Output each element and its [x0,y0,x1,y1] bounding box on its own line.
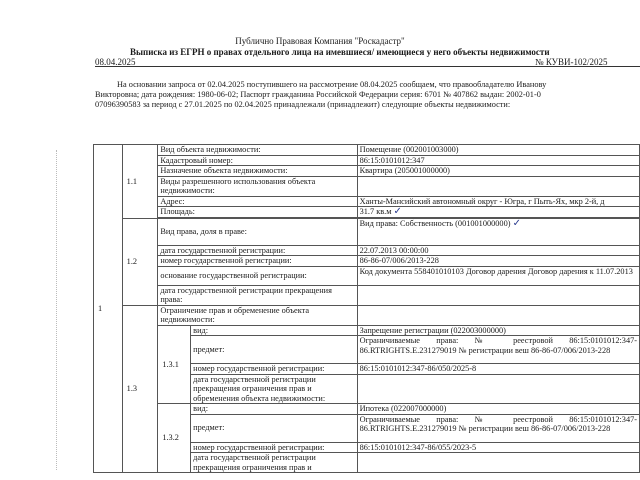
checkmark-icon: ✓ [512,218,521,229]
purpose-label: Назначение объекта недвижимости: [158,166,357,177]
area-text: 31.7 кв.м [359,207,392,216]
right-type-label: Вид права, доля в праве: [158,218,357,245]
registration-basis-label: основание государственной регистрации: [158,266,357,285]
section-1-3-number: 1.3 [122,305,158,473]
document-date: 08.04.2025 [95,57,136,67]
registration-date-label: дата государственной регистрации: [158,245,357,256]
termination-date-value [357,285,639,305]
restriction-2-termination-value [357,453,639,473]
intro-paragraph [95,80,640,110]
restriction-1-termination-value [357,374,639,404]
restriction-1-kind-label: вид: [191,325,357,336]
restriction-2-regnum-label: номер государственной регистрации: [191,442,357,453]
registration-basis-value: Код документа 558401010103 Договор дарения Договор дарения к 11.07.2013 [357,266,639,285]
section-1-3-1-number: 1.3.1 [158,325,191,404]
permitted-use-value [357,176,639,196]
right-type-value [357,218,639,245]
registration-date-value: 22.07.2013 00:00:00 [357,245,639,256]
restriction-2-subject-label: предмет: [191,414,357,442]
area-value [357,207,639,218]
document-title: Выписка из ЕГРН о правах отдельного лица на имевшиеся/ имеющиеся у него объекты недвижимости [130,47,550,57]
property-table [93,144,640,473]
section-1-2-number: 1.2 [122,218,158,305]
area-label: Площадь: [158,207,357,218]
header-divider [95,66,640,67]
address-value: Ханты-Мансийский автономный округ - Югра, г Пыть-Ях, мкр 2-й, д [357,196,639,207]
restriction-1-kind-value: Запрещение регистрации (022003000000) [357,325,639,336]
section-1-3-2-number: 1.3.2 [158,404,191,473]
restriction-1-regnum-value: 86:15:0101012:347-86/050/2025-8 [357,364,639,375]
object-type-value: Помещение (002001003000) [357,145,639,156]
permitted-use-label: Виды разрешенного использования объекта недвижимости: [158,176,357,196]
section-1-1-number: 1.1 [122,145,158,219]
cadastral-number-value: 86:15:0101012:347 [357,155,639,166]
encumbrance-value [357,305,639,325]
restriction-2-regnum-value: 86:15:0101012:347-86/055/2023-5 [357,442,639,453]
restriction-2-termination-label: дата государственной регистрации прекращения ограничения прав и [191,453,357,473]
restriction-2-kind-label: вид: [191,404,357,415]
document-number: № КУВИ-102/2025 [535,57,608,67]
checkmark-icon: ✓ [393,206,402,217]
registration-number-value: 86-86-07/006/2013-228 [357,256,639,267]
intro-line-2: Викторовна; дата рождения: 1980-06-02; Паспорт гражданина Российской Федерации серия: 6701 № 407862 выдан: 2002-01-0 [95,90,541,99]
object-type-label: Вид объекта недвижимости: [158,145,357,156]
organization-name: Публично Правовая Компания "Роскадастр" [235,36,405,46]
termination-date-label: дата государственной регистрации прекращения права: [158,285,357,305]
cadastral-number-label: Кадастровый номер: [158,155,357,166]
restriction-1-subject-value: Ограничиваемые права: № реестровой 86:15:0101012:347-86.RTRIGHTS.E.231279019 № регистрации веш 86-86-07/006/2013-228 [357,336,639,364]
intro-line-3: 07096390583 за период с 27.01.2025 по 02.04.2025 принадлежали (принадлежит) следующие объекты недвижимости: [95,100,511,109]
right-type-text: Вид права: Собственность (001001000000) [359,218,511,228]
encumbrance-label: Ограничение прав и обременение объекта недвижимости: [158,305,357,325]
restriction-1-subject-label: предмет: [191,336,357,364]
address-label: Адрес: [158,196,357,207]
scan-margin-line [56,150,58,470]
section-1-number: 1 [94,145,123,473]
purpose-value: Квартира (205001000000) [357,166,639,177]
restriction-1-regnum-label: номер государственной регистрации: [191,364,357,375]
restriction-2-kind-value: Ипотека (022007000000) [357,404,639,415]
restriction-2-subject-value: Ограничиваемые права: № реестровой 86:15:0101012:347-86.RTRIGHTS.E.231279019 № регистрации веш 86-86-07/006/2013-228 [357,414,639,442]
restriction-1-termination-label: дата государственной регистрации прекращения ограничения прав и обременения объекта недвижимости: [191,374,357,404]
intro-line-1: На основании запроса от 02.04.2025 поступившего на рассмотрение 08.04.2025 сообщаем, что правообладателю Иванову [117,80,547,89]
registration-number-label: номер государственной регистрации: [158,256,357,267]
